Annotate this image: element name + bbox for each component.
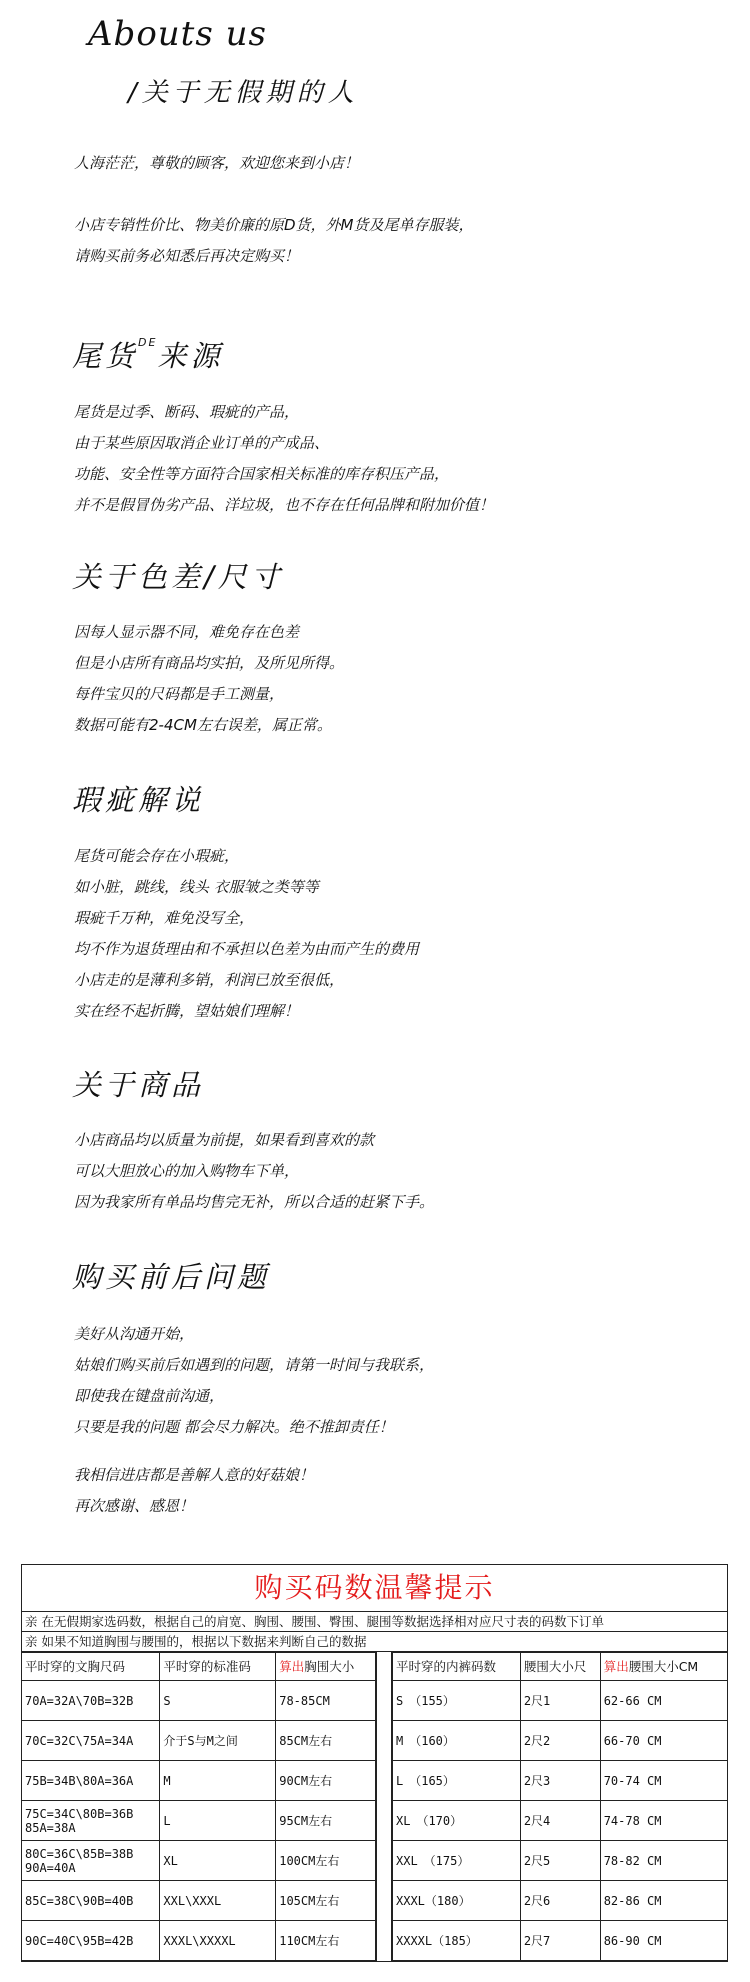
table-row [22,1921,376,1961]
chest-size-cell: 78-85CM [276,1681,376,1721]
standard-size-cell: S [160,1681,276,1721]
intro-line: 请购买前务必知悉后再决定购买！ [74,247,300,265]
table-row [393,1721,728,1761]
table-header: 平时穿的标准码 [160,1653,276,1681]
table-row [393,1681,728,1721]
chest-size-cell: 100CM左右 [276,1841,376,1881]
waist-cm-cell: 66-70 CM [600,1721,727,1761]
table-header: 算出胸围大小 [276,1653,376,1681]
table-row [393,1921,728,1961]
waist-chi-cell: 2尺5 [520,1841,600,1881]
bra-size-cell: 85C=38C\90B=40B [22,1881,160,1921]
waist-cm-cell: 62-66 CM [600,1681,727,1721]
size-guide-title: 购买码数温馨提示 [22,1565,727,1612]
bra-size-cell: 90C=40C\95B=42B [22,1921,160,1961]
table-header: 平时穿的文胸尺码 [22,1653,160,1681]
chest-size-cell: 110CM左右 [276,1921,376,1961]
section-heading-flaws: 瑕疵解说 [72,783,205,817]
section-text-tail-goods: 尾货是过季、断码、瑕疵的产品， 由于某些原因取消企业订单的产成品、 功能、安全性等方面符合国家相关标准的库存积压产品， 并不是假冒伪劣产品、洋垃圾，也不存在任何品牌和附加价值！ [74,403,495,514]
section-heading-color-size: 关于色差/尺寸 [72,560,284,594]
section-text-flaws: 尾货可能会存在小瑕疵， 如小脏，跳线，线头 衣服皱之类等等 瑕疵千万种，难免没写全， 均不作为退货理由和不承担以色差为由而产生的费用 小店走的是薄利多销，利润已放至很低， 实在经不起折腾，望姑娘们理解！ [74,847,420,1020]
chest-size-cell: 85CM左右 [276,1721,376,1761]
waist-cm-cell: 78-82 CM [600,1841,727,1881]
section-text-color-size: 因每人显示器不同，难免存在色差 但是小店所有商品均实拍，及所见所得。 每件宝贝的尺码都是手工测量， 数据可能有2-4CM左右误差，属正常。 [74,623,345,734]
closing-text: 我相信进店都是善解人意的好菇娘！ 再次感谢、感恩！ [74,1466,315,1515]
section-text-products: 小店商品均以质量为前提，如果看到喜欢的款 可以大胆放心的加入购物车下单， 因为我家所有单品均售完无补，所以合适的赶紧下手。 [74,1131,435,1211]
standard-size-cell: XXXL\XXXXL [160,1921,276,1961]
waist-chi-cell: 2尺7 [520,1921,600,1961]
standard-size-cell: M [160,1761,276,1801]
waist-chi-cell: 2尺6 [520,1881,600,1921]
section-heading-tail-goods: 尾货$^{DE}$来源 [72,336,224,373]
standard-size-cell: 介于S与M之间 [160,1721,276,1761]
brief-size-cell: XXXL（180） [393,1881,521,1921]
section-heading-purchase-issues: 购买前后问题 [72,1260,271,1294]
waist-chi-cell: 2尺1 [520,1681,600,1721]
standard-size-cell: XL [160,1841,276,1881]
brief-size-cell: L （165） [393,1761,521,1801]
size-guide-note: 亲 在无假期家选码数，根据自己的肩宽、胸围、腰围、臀围、腿围等数据选择相对应尺寸表的码数下订单 [22,1612,727,1632]
waist-chi-cell: 2尺2 [520,1721,600,1761]
about-subtitle: /关于无假期的人 [128,78,359,108]
table-row [22,1841,376,1881]
waist-size-table [392,1652,727,1961]
waist-chi-cell: 2尺3 [520,1761,600,1801]
waist-cm-cell: 74-78 CM [600,1801,727,1841]
waist-chi-cell: 2尺4 [520,1801,600,1841]
bra-size-cell: 75B=34B\80A=36A [22,1761,160,1801]
table-row [22,1681,376,1721]
bra-size-cell: 70C=32C\75A=34A [22,1721,160,1761]
table-row [22,1761,376,1801]
intro-text [74,148,474,272]
table-row [22,1801,376,1841]
chest-size-cell: 105CM左右 [276,1881,376,1921]
table-row [393,1841,728,1881]
about-title: Abouts us [88,14,267,54]
size-guide-table [21,1564,728,1962]
bra-size-cell: 80C=36C\85B=38B 90A=40A [22,1841,160,1881]
chest-size-cell: 90CM左右 [276,1761,376,1801]
brief-size-cell: M （160） [393,1721,521,1761]
brief-size-cell: XL （170） [393,1801,521,1841]
table-row [22,1881,376,1921]
section-text-purchase-issues: 美好从沟通开始， 姑娘们购买前后如遇到的问题，请第一时间与我联系， 即使我在键盘前沟通， 只要是我的问题 都会尽力解决。绝不推卸责任！ [74,1325,435,1436]
brief-size-cell: XXL （175） [393,1841,521,1881]
brief-size-cell: XXXXL（185） [393,1921,521,1961]
table-row [22,1721,376,1761]
table-header: 平时穿的内裤码数 [393,1653,521,1681]
intro-line: 人海茫茫，尊敬的顾客，欢迎您来到小店！ [74,154,360,172]
standard-size-cell: XXL\XXXL [160,1881,276,1921]
section-heading-products: 关于商品 [72,1068,205,1102]
bra-size-cell: 70A=32A\70B=32B [22,1681,160,1721]
standard-size-cell: L [160,1801,276,1841]
chest-size-cell: 95CM左右 [276,1801,376,1841]
table-header: 算出腰围大小CM [600,1653,727,1681]
chest-size-table [22,1652,376,1961]
size-guide-note: 亲 如果不知道胸围与腰围的，根据以下数据来判断自己的数据 [22,1632,727,1652]
waist-cm-cell: 82-86 CM [600,1881,727,1921]
brief-size-cell: S （155） [393,1681,521,1721]
table-header: 腰围大小尺 [520,1653,600,1681]
waist-cm-cell: 86-90 CM [600,1921,727,1961]
waist-cm-cell: 70-74 CM [600,1761,727,1801]
bra-size-cell: 75C=34C\80B=36B 85A=38A [22,1801,160,1841]
intro-line: 小店专销性价比、物美价廉的原D货，外M货及尾单存服装， [74,216,474,234]
table-row [393,1761,728,1801]
table-row [393,1881,728,1921]
table-divider [376,1652,392,1961]
table-row [393,1801,728,1841]
